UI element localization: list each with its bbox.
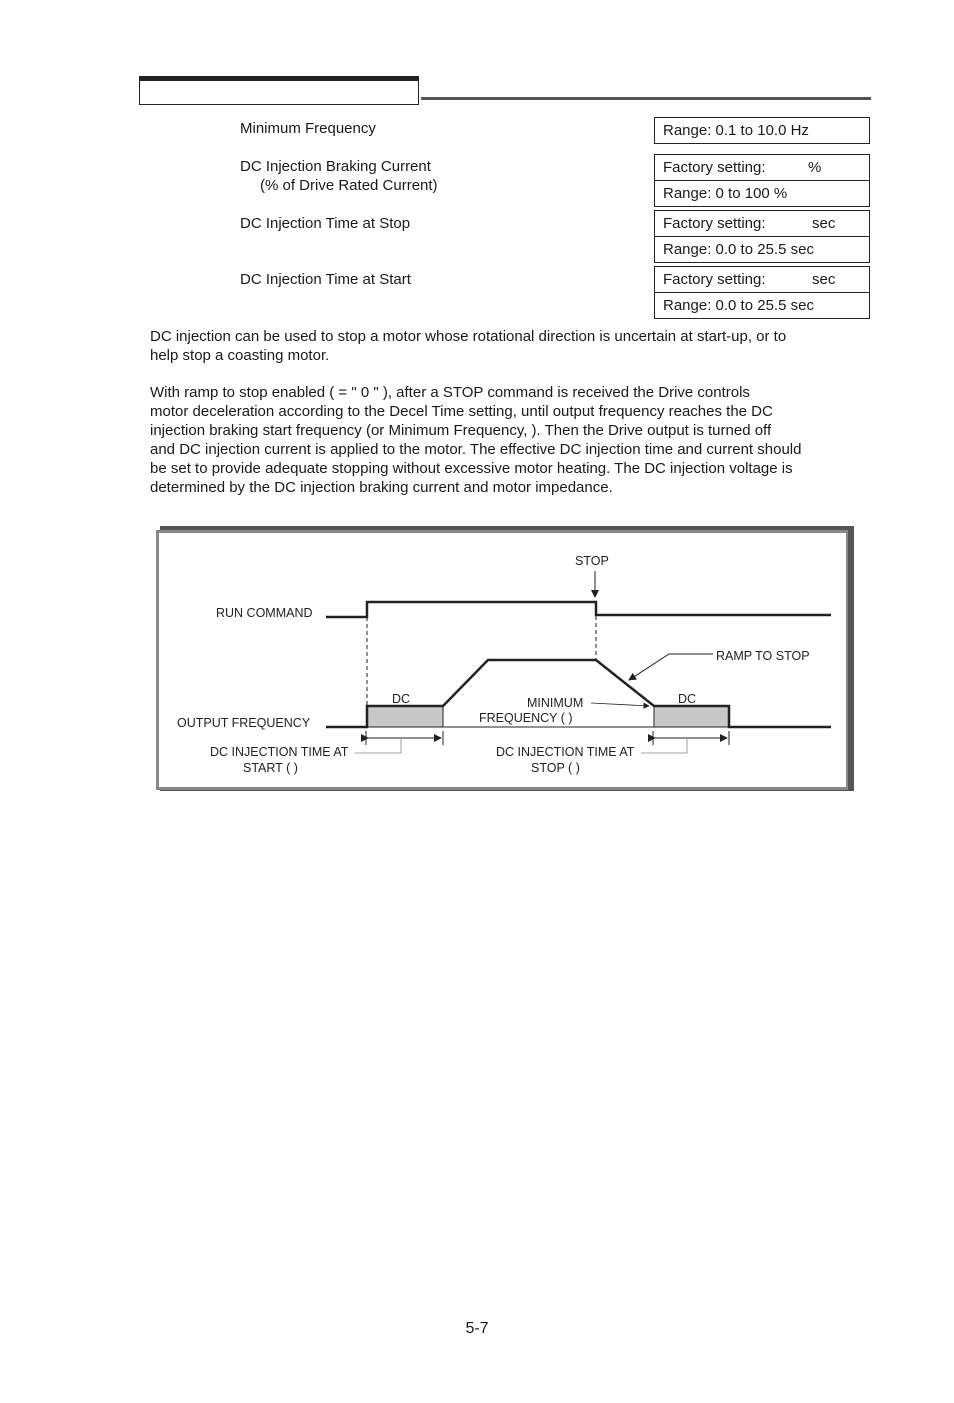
factory-setting-unit: sec <box>812 215 836 232</box>
param-dc-braking-current-label <box>240 157 438 195</box>
factory-setting-label: Factory setting: <box>663 271 766 288</box>
run-command-label: RUN COMMAND <box>216 606 313 620</box>
param-dc-time-start-label <box>240 270 411 289</box>
stop-time-label-line2: STOP ( ) <box>531 761 580 775</box>
param-min-frequency-box <box>654 117 870 144</box>
factory-setting-label: Factory setting: <box>663 215 766 232</box>
run-command-signal <box>326 602 831 617</box>
dc-injection-start-block <box>367 706 443 727</box>
paragraph-line: With ramp to stop enabled ( = " 0 " ), after a STOP command is received the Drive controls <box>150 384 750 401</box>
factory-setting-unit: sec <box>812 271 836 288</box>
ramp-to-stop-label: RAMP TO STOP <box>716 649 810 663</box>
start-time-label-line2: START ( ) <box>243 761 298 775</box>
factory-setting-unit: % <box>808 159 822 176</box>
stop-time-leader <box>641 739 687 753</box>
range-row: Range: 0.1 to 10.0 Hz <box>663 122 809 139</box>
paragraph-line: determined by the DC injection braking current and motor impedance. <box>150 479 613 496</box>
param-label-text: DC Injection Time at Stop <box>240 215 411 232</box>
paragraph-line: and DC injection current is applied to the motor. The effective DC injection time and current should <box>150 441 802 458</box>
param-label-subtext: (% of Drive Rated Current) <box>260 177 438 194</box>
dc-label-start: DC <box>392 692 411 706</box>
param-dc-time-start-box <box>654 266 870 319</box>
factory-setting-row <box>655 211 869 236</box>
dc-injection-stop-block <box>654 706 729 727</box>
factory-setting-label: Factory setting: <box>663 159 766 176</box>
paragraph-line: DC injection can be used to stop a motor whose rotational direction is uncertain at start-up, or to <box>150 328 787 345</box>
stop-label: STOP <box>575 554 609 568</box>
param-dc-time-stop-label <box>240 214 410 233</box>
range-row: Range: 0 to 100 % <box>655 180 869 206</box>
stop-time-label-line1: DC INJECTION TIME AT <box>496 745 635 759</box>
paragraph-line: motor deceleration according to the Decel Time setting, until output frequency reaches the DC <box>150 403 773 420</box>
param-dc-braking-current-box <box>654 154 870 207</box>
minimum-frequency-label: FREQUENCY ( ) <box>479 711 573 725</box>
param-label-text: DC Injection Braking Current <box>240 158 431 175</box>
paragraph-line: injection braking start frequency (or Minimum Frequency, ). Then the Drive output is turned off <box>150 422 772 439</box>
minimum-label: MINIMUM <box>527 696 584 710</box>
range-row: Range: 0.0 to 25.5 sec <box>655 236 869 262</box>
factory-setting-row <box>655 267 869 292</box>
page-number: 5-7 <box>465 1320 489 1337</box>
param-dc-time-stop-box <box>654 210 870 263</box>
ramp-to-stop-pointer <box>629 654 713 680</box>
range-row: Range: 0.0 to 25.5 sec <box>655 292 869 318</box>
paragraph-dc-injection-intro <box>150 327 860 365</box>
param-label-text: DC Injection Time at Start <box>240 271 411 288</box>
paragraph-ramp-to-stop <box>150 383 860 497</box>
paragraph-line: help stop a coasting motor. <box>150 347 330 364</box>
section-header-rule <box>421 97 871 100</box>
dc-label-stop: DC <box>678 692 697 706</box>
param-label-text: Minimum Frequency <box>240 120 376 137</box>
param-min-frequency-label <box>240 119 376 138</box>
factory-setting-row <box>655 155 869 180</box>
output-frequency-label: OUTPUT FREQUENCY <box>177 716 311 730</box>
start-time-label-line1: DC INJECTION TIME AT <box>210 745 349 759</box>
minimum-frequency-pointer <box>591 703 649 706</box>
timing-diagram <box>159 533 846 787</box>
section-header-tab <box>139 76 419 105</box>
start-time-leader <box>355 739 401 753</box>
paragraph-line: be set to provide adequate stopping without excessive motor heating. The DC injection voltage is <box>150 460 793 477</box>
